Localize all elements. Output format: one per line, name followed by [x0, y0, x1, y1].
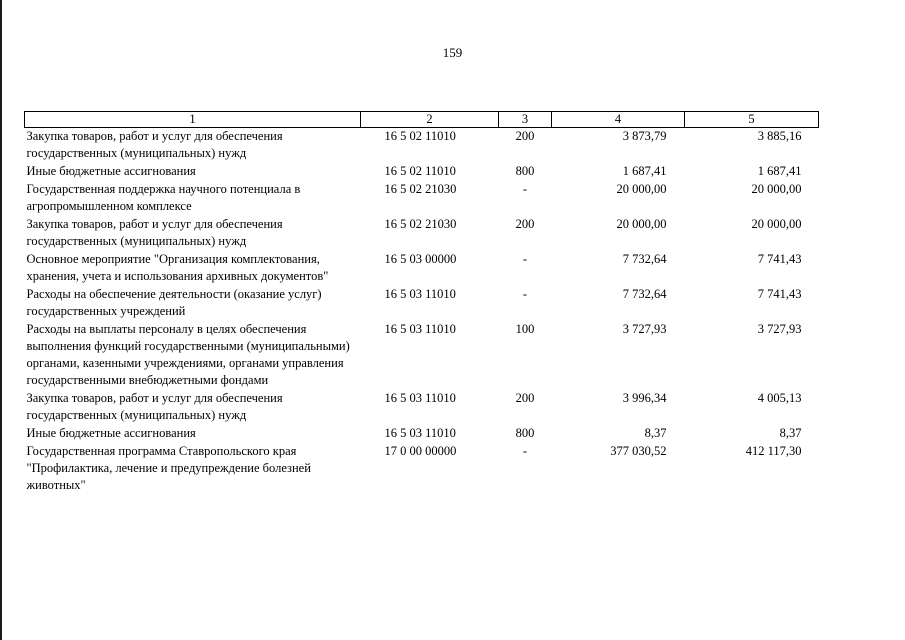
table-row — [25, 286, 819, 321]
row-value-1: 7 732,64 — [622, 287, 667, 301]
table-row — [25, 216, 819, 251]
row-kind: 800 — [515, 164, 535, 178]
row-code: 16 5 03 11010 — [384, 322, 456, 336]
row-code: 16 5 02 21030 — [384, 182, 457, 196]
table-row — [25, 321, 819, 390]
row-value-1: 377 030,52 — [610, 444, 667, 458]
row-code: 16 5 03 11010 — [384, 287, 456, 301]
table-row — [25, 128, 819, 164]
scan-edge — [0, 0, 2, 640]
row-kind: - — [522, 287, 528, 301]
row-value-1: 20 000,00 — [616, 182, 667, 196]
row-name: Иные бюджетные ассигнования — [26, 164, 196, 178]
column-header: 5 — [685, 112, 819, 128]
table-row — [25, 443, 819, 495]
row-value-1: 8,37 — [644, 426, 667, 440]
row-name: Расходы на выплаты персоналу в целях обеспечения выполнения функций государственными (муниципальными) органами, казенными учреждениями, органами управления государственными внебюджетными фондами — [26, 322, 350, 387]
row-value-2: 3 885,16 — [757, 129, 802, 143]
row-kind: 800 — [515, 426, 535, 440]
row-value-2: 20 000,00 — [751, 217, 802, 231]
row-value-1: 3 873,79 — [622, 129, 667, 143]
row-value-2: 412 117,30 — [745, 444, 802, 458]
table-row — [25, 181, 819, 216]
row-name: Государственная программа Ставропольского края "Профилактика, лечение и предупреждение болезней животных" — [26, 444, 311, 492]
column-header: 4 — [552, 112, 685, 128]
column-header: 3 — [499, 112, 552, 128]
table-row — [25, 251, 819, 286]
row-value-2: 20 000,00 — [751, 182, 802, 196]
row-kind: 100 — [515, 322, 535, 336]
table-header-row — [25, 112, 819, 128]
row-value-2: 3 727,93 — [757, 322, 802, 336]
row-code: 16 5 02 11010 — [384, 164, 456, 178]
row-value-2: 4 005,13 — [757, 391, 802, 405]
row-value-1: 3 996,34 — [622, 391, 667, 405]
row-value-1: 3 727,93 — [622, 322, 667, 336]
row-value-2: 7 741,43 — [757, 287, 802, 301]
row-kind: - — [522, 182, 528, 196]
row-name: Закупка товаров, работ и услуг для обеспечения государственных (муниципальных) нужд — [26, 129, 283, 160]
row-name: Закупка товаров, работ и услуг для обеспечения государственных (муниципальных) нужд — [26, 391, 283, 422]
row-code: 16 5 02 21030 — [384, 217, 457, 231]
row-code: 16 5 03 00000 — [384, 252, 457, 266]
row-name: Государственная поддержка научного потенциала в агропромышленном комплексе — [26, 182, 301, 213]
table-row — [25, 390, 819, 425]
row-kind: 200 — [515, 217, 535, 231]
row-name: Расходы на обеспечение деятельности (оказание услуг) государственных учреждений — [26, 287, 322, 318]
row-code: 16 5 03 11010 — [384, 391, 456, 405]
row-name: Закупка товаров, работ и услуг для обеспечения государственных (муниципальных) нужд — [26, 217, 283, 248]
row-name: Основное мероприятие "Организация комплектования, хранения, учета и использования архивных документов" — [26, 252, 329, 283]
row-value-2: 7 741,43 — [757, 252, 802, 266]
row-kind: 200 — [515, 129, 535, 143]
row-value-1: 1 687,41 — [622, 164, 667, 178]
row-value-1: 20 000,00 — [616, 217, 667, 231]
row-code: 17 0 00 00000 — [384, 444, 457, 458]
column-header: 1 — [25, 112, 361, 128]
row-name: Иные бюджетные ассигнования — [26, 426, 196, 440]
row-kind: - — [522, 444, 528, 458]
row-code: 16 5 03 11010 — [384, 426, 456, 440]
column-header: 2 — [361, 112, 499, 128]
table-row — [25, 425, 819, 443]
budget-table — [24, 111, 819, 495]
row-value-2: 1 687,41 — [757, 164, 802, 178]
row-value-1: 7 732,64 — [622, 252, 667, 266]
row-kind: 200 — [515, 391, 535, 405]
table-row — [25, 163, 819, 181]
row-value-2: 8,37 — [779, 426, 802, 440]
row-kind: - — [522, 252, 528, 266]
row-code: 16 5 02 11010 — [384, 129, 456, 143]
page-number: 159 — [442, 45, 463, 60]
